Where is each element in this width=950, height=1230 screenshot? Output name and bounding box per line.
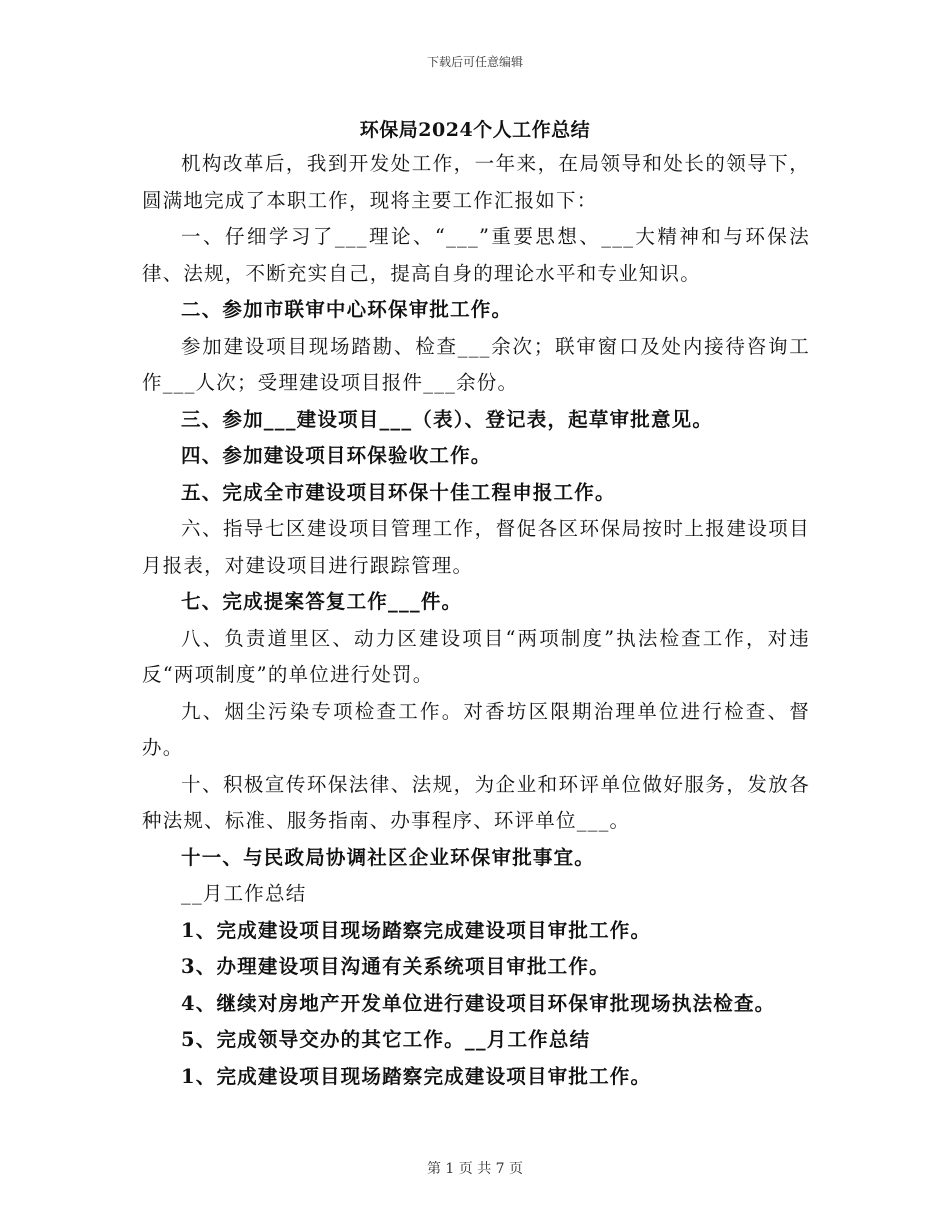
paragraph: 机构改革后，我到开发处工作，一年来，在局领导和处长的领导下，圆满地完成了本职工作，现将主要工作汇报如下：	[142, 152, 810, 212]
paragraph-heading: 5、完成领导交办的其它工作。__月工作总结	[181, 1028, 591, 1051]
page-number: 第 1 页 共 7 页	[426, 1161, 524, 1177]
paragraph-heading: 1、完成建设项目现场踏察完成建设项目审批工作。	[181, 1064, 652, 1088]
paragraph: 六、指导七区建设项目管理工作，督促各区环保局按时上报建设项目月报表，对建设项目进行跟踪管理。	[142, 517, 810, 577]
paragraph-heading: 十一、与民政局协调社区企业环保审批事宜。	[181, 845, 596, 869]
paragraph-heading: 二、参加市联审中心环保审批工作。	[181, 298, 513, 321]
paragraph-heading: 1、完成建设项目现场踏察完成建设项目审批工作。	[181, 918, 652, 942]
paragraph: __月工作总结	[181, 882, 307, 905]
paragraph: 十、积极宣传环保法律、法规，为企业和环评单位做好服务，发放各种法规、标准、服务指南、办事程序、环评单位___。	[142, 772, 810, 832]
document-body	[142, 146, 810, 1095]
paragraph-heading: 四、参加建设项目环保验收工作。	[181, 444, 492, 467]
page-header-note: 下载后可任意编辑	[426, 55, 523, 69]
paragraph-heading: 五、完成全市建设项目环保十佳工程申报工作。	[181, 480, 616, 504]
paragraph-heading: 4、继续对房地产开发单位进行建设项目环保审批现场执法检查。	[181, 991, 776, 1015]
paragraph-heading: 三、参加___建设项目___（表）、登记表，起草审批意见。	[181, 407, 714, 431]
paragraph: 一、仔细学习了___理论、“___”重要思想、___大精神和与环保法律、法规，不断充实自己，提高自身的理论水平和专业知识。	[142, 225, 810, 285]
paragraph: 参加建设项目现场踏勘、检查___余次；联审窗口及处内接待咨询工作___人次；受理建设项目报件___余份。	[142, 334, 810, 394]
paragraph: 九、烟尘污染专项检查工作。对香坊区限期治理单位进行检查、督办。	[142, 699, 810, 759]
paragraph-heading: 七、完成提案答复工作___件。	[181, 590, 463, 613]
paragraph-heading: 3、办理建设项目沟通有关系统项目审批工作。	[181, 955, 610, 978]
paragraph: 八、负责道里区、动力区建设项目“两项制度”执法检查工作，对违反“两项制度”的单位进行处罚。	[142, 626, 810, 686]
document-title: 环保局2024个人工作总结	[359, 119, 591, 141]
